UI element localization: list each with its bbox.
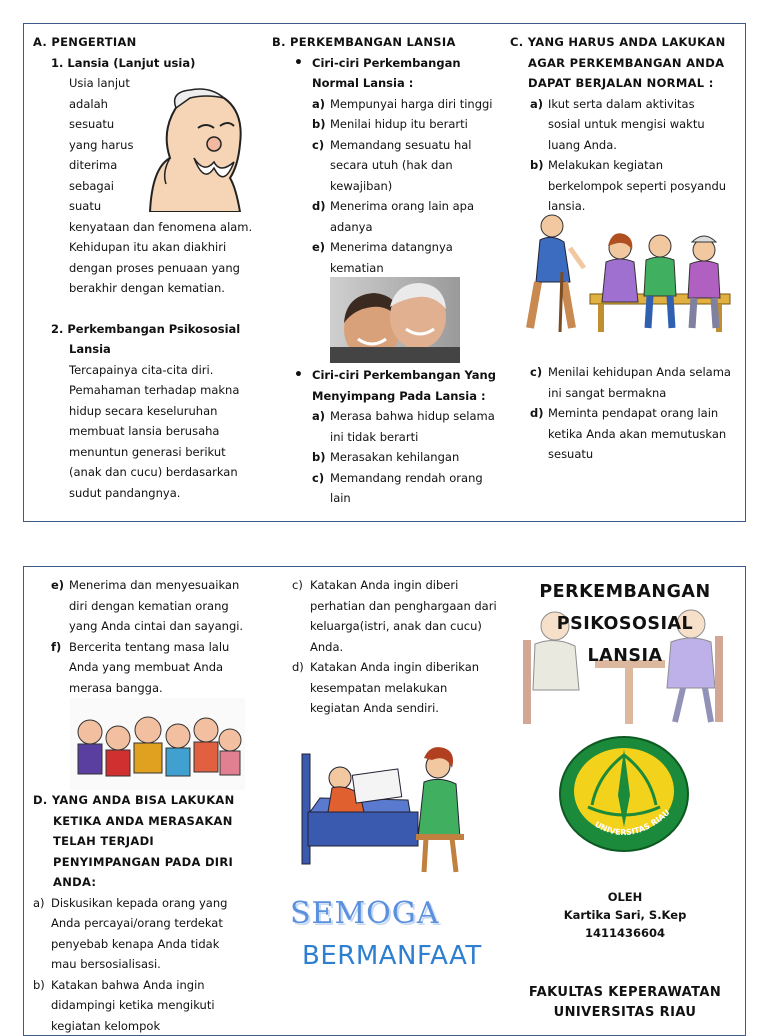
text-line: Anda yang membuat Anda — [69, 657, 258, 678]
text-line: adalah — [69, 94, 253, 115]
cover-title — [520, 576, 730, 672]
list-marker: a) — [312, 406, 325, 427]
text-line: TELAH TERJADI — [33, 831, 258, 852]
section-c-list-2 — [510, 362, 740, 465]
text-line: sebagai — [69, 176, 253, 197]
text-line: Diskusikan kepada orang yang — [51, 893, 258, 914]
text-line: Menilai kehidupan Anda selama — [548, 362, 740, 383]
text-line: Menerima datangnya — [330, 237, 502, 258]
list-marker: d) — [530, 403, 544, 424]
text-line: Kehidupan itu akan diakhiri — [69, 237, 253, 258]
text-line: membuat lansia berusaha — [69, 421, 253, 442]
author-nim: 1411436604 — [520, 924, 730, 942]
section-a1-text-rest — [33, 217, 253, 299]
list-item — [33, 975, 258, 1036]
deviant-list — [272, 406, 502, 509]
list-marker: b) — [33, 975, 45, 996]
section-p2-middle — [292, 575, 507, 719]
list-marker: d) — [312, 196, 326, 217]
old-man-illustration — [140, 88, 250, 212]
cover-title-line-2: PSIKOSOSIAL — [520, 608, 730, 640]
text-line: PENYIMPANGAN PADA DIRI — [33, 852, 258, 873]
text-line: didampingi ketika mengikuti — [51, 995, 258, 1016]
list-marker: e) — [51, 575, 64, 596]
text-line: luang Anda. — [548, 135, 740, 156]
bermanfaat-text: BERMANFAAT — [302, 940, 492, 972]
list-item — [312, 94, 502, 115]
list-marker: c) — [312, 135, 324, 156]
cover-title-line-1: PERKEMBANGAN — [520, 576, 730, 608]
text-line: Katakan Anda ingin diberi — [310, 575, 507, 596]
text-line: Bercerita tentang masa lalu — [69, 637, 258, 658]
text-line: Merasa bahwa hidup selama — [330, 406, 502, 427]
section-a2-title-2: Lansia — [33, 339, 253, 360]
text-line: dengan proses penuaan yang — [69, 258, 253, 279]
text-line: Menerima dan menyesuaikan — [69, 575, 258, 596]
section-c-heading-2: AGAR PERKEMBANGAN ANDA — [510, 53, 740, 74]
section-a2-title: 2. Perkembangan Psikososial — [33, 319, 253, 340]
list-marker: d) — [292, 657, 304, 678]
text-line: merasa bangga. — [69, 678, 258, 699]
deviant-title-1: Ciri-ciri Perkembangan Yang — [312, 368, 496, 382]
text-line: penyebab kenapa Anda tidak — [51, 934, 258, 955]
normal-title: • Ciri-ciri Perkembangan Normal Lansia : — [272, 53, 502, 94]
elderly-group-illustration — [512, 212, 734, 336]
cover-title-line-3: LANSIA — [520, 640, 730, 672]
section-d-heading — [33, 790, 258, 893]
text-line: yang Anda cintai dan sayangi. — [69, 616, 258, 637]
list-item — [312, 114, 502, 135]
logo-text: UNIVERSITAS RIAU — [593, 808, 671, 837]
family-illustration — [70, 698, 245, 790]
list-item — [292, 657, 507, 719]
text-line: Pemahaman terhadap makna — [69, 380, 253, 401]
text-line: adanya — [330, 217, 502, 238]
section-b-deviant — [272, 365, 502, 509]
section-a2-text — [33, 360, 253, 504]
text-line: (anak dan cucu) berdasarkan — [69, 462, 253, 483]
section-b — [272, 32, 502, 278]
text-line: KETIKA ANDA MERASAKAN — [33, 811, 258, 832]
list-item — [312, 406, 502, 447]
text-line: D. YANG ANDA BISA LAKUKAN — [33, 790, 258, 811]
list-item — [292, 575, 507, 657]
section-b-heading: B. PERKEMBANGAN LANSIA — [272, 32, 502, 53]
text-line: ini tidak berarti — [330, 427, 502, 448]
list-item — [312, 468, 502, 509]
list-item — [312, 237, 502, 278]
text-line: kenyataan dan fenomena alam. — [69, 217, 253, 238]
section-d — [33, 790, 258, 1036]
text-line: Katakan bahwa Anda ingin — [51, 975, 258, 996]
section-c-heading-1: C. YANG HARUS ANDA LAKUKAN — [510, 32, 740, 53]
text-line: Anda percayai/orang terdekat — [51, 913, 258, 934]
text-line: Anda. — [310, 637, 507, 658]
text-line: Meminta pendapat orang lain — [548, 403, 740, 424]
text-line: diterima — [69, 155, 253, 176]
author-block — [520, 888, 730, 942]
list-item — [530, 362, 740, 403]
text-line: lain — [330, 488, 502, 509]
text-line: Merasakan kehilangan — [330, 447, 502, 468]
text-line: sesuatu — [548, 444, 740, 465]
list-marker: e) — [312, 237, 325, 258]
list-marker: c) — [530, 362, 542, 383]
list-marker: f) — [51, 637, 61, 658]
text-line: Memandang sesuatu hal — [330, 135, 502, 156]
text-line: sesuatu — [69, 114, 253, 135]
deviant-title-2: Menyimpang Pada Lansia : — [312, 389, 486, 403]
text-line: ketika Anda akan memutuskan — [548, 424, 740, 445]
semoga-text: SEMOGA — [290, 898, 480, 930]
universitas-riau-logo — [558, 735, 690, 853]
section-a-heading: A. PENGERTIAN — [33, 32, 253, 53]
text-line: ANDA: — [33, 872, 258, 893]
list-marker: b) — [530, 155, 544, 176]
elderly-couple-photo — [330, 277, 460, 363]
section-p2-left — [33, 575, 258, 698]
section-d-list — [33, 893, 258, 1036]
text-line: hidup secara keseluruhan — [69, 401, 253, 422]
text-line: Ikut serta dalam aktivitas — [548, 94, 740, 115]
text-line: sudut pandangnya. — [69, 483, 253, 504]
text-line: Katakan Anda ingin diberikan — [310, 657, 507, 678]
text-line: Menilai hidup itu berarti — [330, 114, 502, 135]
university-name: UNIVERSITAS RIAU — [514, 1003, 736, 1023]
faculty-name: FAKULTAS KEPERAWATAN — [514, 983, 736, 1003]
text-line: Menerima orang lain apa — [330, 196, 502, 217]
faculty-block — [514, 983, 736, 1023]
list-item — [530, 403, 740, 465]
list-marker: b) — [312, 114, 326, 135]
text-line: kegiatan Anda sendiri. — [310, 698, 507, 719]
section-a1-title: 1. Lansia (Lanjut usia) — [33, 53, 253, 74]
normal-title-1: Ciri-ciri Perkembangan — [312, 56, 461, 70]
list-item — [312, 196, 502, 237]
section-c-list-1 — [510, 94, 740, 217]
text-line: sosial untuk mengisi waktu — [548, 114, 740, 135]
text-line: menuntun generasi berikut — [69, 442, 253, 463]
list-item — [530, 155, 740, 217]
text-line: keluarga(istri, anak dan cucu) — [310, 616, 507, 637]
text-line: mau bersosialisasi. — [51, 954, 258, 975]
list-item — [312, 447, 502, 468]
text-line: suatu — [69, 196, 253, 217]
list-marker: a) — [312, 94, 325, 115]
section-c — [510, 32, 740, 217]
text-line: Melakukan kegiatan — [548, 155, 740, 176]
text-line: perhatian dan penghargaan dari — [310, 596, 507, 617]
section-c-2 — [510, 362, 740, 465]
list-marker: a) — [33, 893, 45, 914]
normal-title-2: Normal Lansia : — [312, 76, 413, 90]
section-p2-middle-list — [292, 575, 507, 719]
text-line: berakhir dengan kematian. — [69, 278, 253, 299]
oleh-label: OLEH — [520, 888, 730, 906]
author-name: Kartika Sari, S.Kep — [520, 906, 730, 924]
text-line: Mempunyai harga diri tinggi — [330, 94, 502, 115]
list-marker: c) — [312, 468, 324, 489]
text-line: lansia. — [548, 196, 740, 217]
list-marker: c) — [292, 575, 303, 596]
hospital-bed-illustration — [300, 738, 478, 878]
text-line: kematian — [330, 258, 502, 279]
text-line: yang harus — [69, 135, 253, 156]
text-line: ini sangat bermakna — [548, 383, 740, 404]
list-item — [33, 893, 258, 975]
normal-list — [272, 94, 502, 279]
deviant-title: • Ciri-ciri Perkembangan Yang Menyimpang Pada Lansia : — [272, 365, 502, 406]
list-marker: b) — [312, 447, 326, 468]
text-line: kegiatan kelompok — [51, 1016, 258, 1036]
list-item — [312, 135, 502, 197]
text-line: Usia lanjut — [69, 73, 253, 94]
text-line: berkelompok seperti posyandu — [548, 176, 740, 197]
section-c-heading-3: DAPAT BERJALAN NORMAL : — [510, 73, 740, 94]
list-marker: a) — [530, 94, 543, 115]
section-p2-left-list — [33, 575, 258, 698]
text-line: kesempatan melakukan — [310, 678, 507, 699]
text-line: Tercapainya cita-cita diri. — [69, 360, 253, 381]
text-line: diri dengan kematian orang — [69, 596, 258, 617]
list-item — [51, 637, 258, 699]
list-item — [51, 575, 258, 637]
list-item — [530, 94, 740, 156]
text-line: Memandang rendah orang — [330, 468, 502, 489]
text-line: kewajiban) — [330, 176, 502, 197]
text-line: secara utuh (hak dan — [330, 155, 502, 176]
